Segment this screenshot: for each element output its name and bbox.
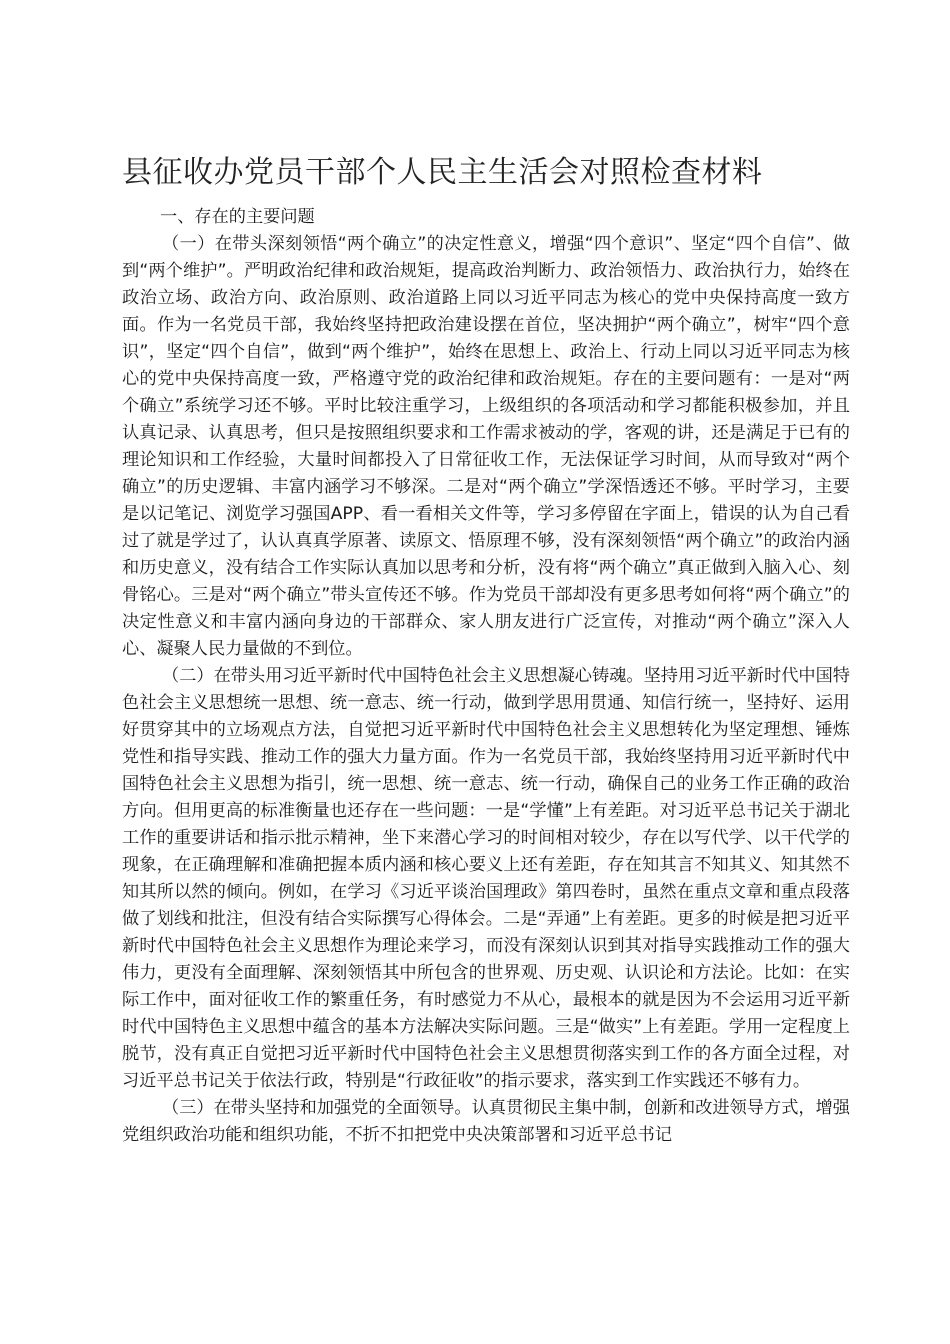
- section-heading: 一、存在的主要问题: [160, 207, 315, 227]
- document-title: 县征收办党员干部个人民主生活会对照检查材料: [122, 155, 763, 190]
- paragraph-3: （三）在带头坚持和加强党的全面领导。认真贯彻民主集中制，创新和改进领导方式，增强党组织政治功能和组织功能，不折不扣把党中央决策部署和习近平总书记: [122, 1098, 850, 1145]
- paragraph-1: （一）在带头深刻领悟“两个确立”的决定性意义，增强“四个意识”、坚定“四个自信”、做到“两个维护”。严明政治纪律和政治规矩，提高政治判断力、政治领悟力、政治执行力，始终在政治立场、政治方向、政治原则、政治道路上同以习近平同志为核心的党中央保持高度一致方面。作为一名党员干部，我始终坚持把政治建设摆在首位，坚决拥护“两个确立”，树牢“四个意识”，坚定“四个自信”，做到“两个维护”，始终在思想上、政治上、行动上同以习近平同志为核心的党中央保持高度一致，严格遵守党的政治纪律和政治规矩。存在的主要问题有：一是对“两个确立”系统学习还不够。平时比较注重学习，上级组织的各项活动和学习都能积极参加，并且认真记录、认真思考，但只是按照组织要求和工作需求被动的学，客观的讲，还是满足于已有的理论知识和工作经验，大量时间都投入了日常征收工作，无法保证学习时间，从而导致对“两个确立”的历史逻辑、丰富内涵学习不够深。二是对“两个确立”学深悟透还不够。平时学习，主要是以记笔记、浏览学习强国APP、看一看相关文件等，学习多停留在字面上，错误的认为自己看过了就是学过了，认认真真学原著、读原文、悟原理不够，没有深刻领悟“两个确立”的政治内涵和历史意义，没有结合工作实际认真加以思考和分析，没有将“两个确立”真正做到入脑入心、刻骨铭心。三是对“两个确立”带头宣传还不够。作为党员干部却没有更多思考如何将“两个确立”的决定性意义和丰富内涵向身边的干部群众、家人朋友进行广泛宣传，对推动“两个确立”深入人心、凝聚人民力量做的不到位。: [122, 234, 850, 659]
- paragraph-2: （二）在带头用习近平新时代中国特色社会主义思想凝心铸魂。坚持用习近平新时代中国特色社会主义思想统一思想、统一意志、统一行动，做到学思用贯通、知信行统一，坚持好、运用好贯穿其中的立场观点方法，自觉把习近平新时代中国特色社会主义思想转化为坚定理想、锤炼党性和指导实践、推动工作的强大力量方面。作为一名党员干部，我始终坚持用习近平新时代中国特色社会主义思想为指引，统一思想、统一意志、统一行动，确保自己的业务工作正确的政治方向。但用更高的标准衡量也还存在一些问题：一是“学懂”上有差距。对习近平总书记关于湖北工作的重要讲话和指示批示精神，坐下来潜心学习的时间相对较少，存在以写代学、以干代学的现象，在正确理解和准确把握本质内涵和核心要义上还有差距，存在知其言不知其义、知其然不知其所以然的倾向。例如，在学习《习近平谈治国理政》第四卷时，虽然在重点文章和重点段落做了划线和批注，但没有结合实际撰写心得体会。二是“弄通”上有差距。更多的时候是把习近平新时代中国特色社会主义思想作为理论来学习，而没有深刻认识到其对指导实践推动工作的强大伟力，更没有全面理解、深刻领悟其中所包含的世界观、历史观、认识论和方法论。比如：在实际工作中，面对征收工作的繁重任务，有时感觉力不从心，最根本的就是因为不会运用习近平新时代中国特色主义思想中蕴含的基本方法解决实际问题。三是“做实”上有差距。学用一定程度上脱节，没有真正自觉把习近平新时代中国特色社会主义思想贯彻落实到工作的各方面全过程，对习近平总书记关于依法行政，特别是“行政征收”的指示要求，落实到工作实践还不够有力。: [122, 666, 850, 1091]
- document-page: [122, 150, 850, 1149]
